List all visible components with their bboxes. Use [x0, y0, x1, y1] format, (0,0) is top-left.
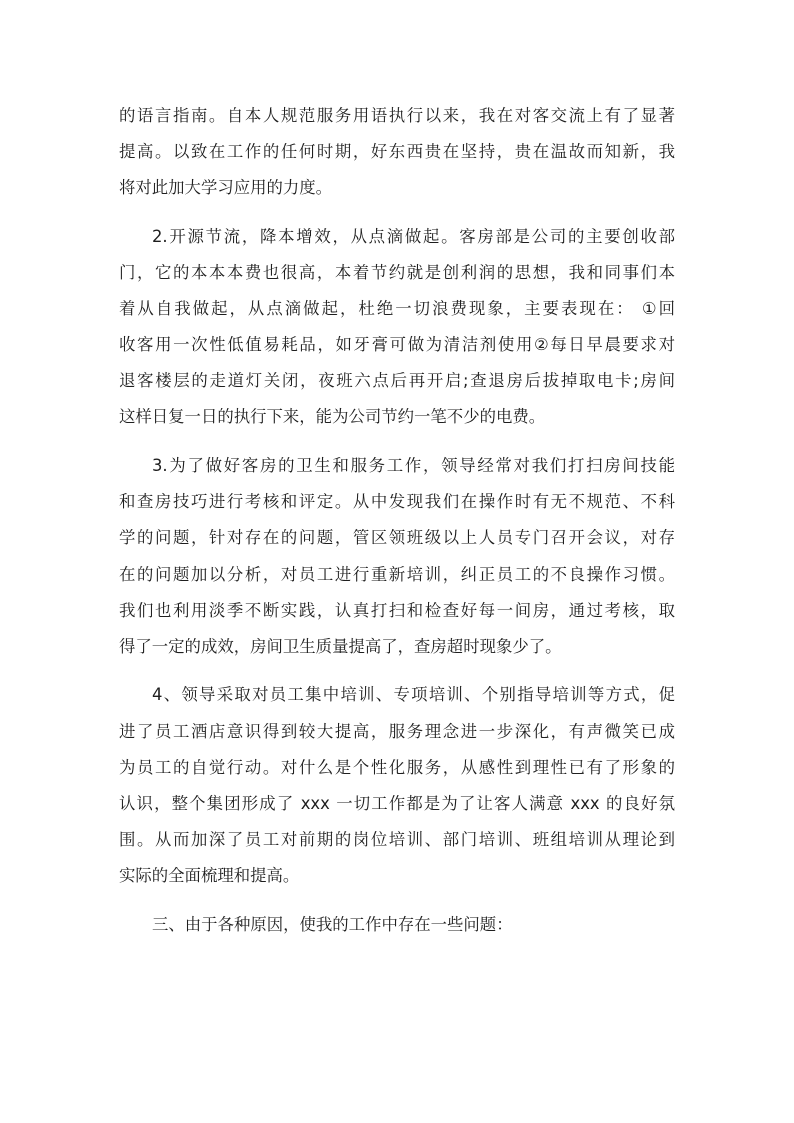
text-line: 三、由于各种原因，使我的工作中存在一些问题： [152, 914, 513, 934]
text-line: 为员工的自觉行动。对什么是个性化服务，从感性到理性已有了形象的 [119, 757, 675, 777]
paragraph-p0 [119, 98, 675, 206]
document-body [119, 98, 675, 943]
paragraph-spacer [119, 206, 675, 219]
paragraph-spacer [119, 665, 675, 678]
text-line: 在的问题加以分析，对员工进行重新培训，纠正员工的不良操作习惯。 [119, 564, 675, 584]
paragraph-p2 [119, 448, 675, 665]
text-line: 2.开源节流，降本增效，从点滴做起。客房部是公司的主要创收部 [152, 226, 675, 246]
text-line: 退客楼层的走道灯关闭，夜班六点后再开启;查退房后拔掉取电卡;房间 [119, 371, 675, 391]
text-line: 这样日复一日的执行下来，能为公司节约一笔不少的电费。 [119, 407, 546, 427]
paragraph-p3 [119, 677, 675, 894]
text-line: 提高。以致在工作的任何时期，好东西贵在坚持，贵在温故而知新，我 [119, 142, 675, 162]
text-line: 得了一定的成效，房间卫生质量提高了，查房超时现象少了。 [119, 636, 562, 656]
paragraph-p1 [119, 219, 675, 436]
text-line: 我们也利用淡季不断实践，认真打扫和检查好每一间房，通过考核，取 [119, 600, 675, 620]
text-line: 收客用一次性低值易耗品，如牙膏可做为清洁剂使用②每日早晨要求对 [119, 335, 675, 355]
text-line: 4、领导采取对员工集中培训、专项培训、个别指导培训等方式，促 [152, 685, 675, 705]
text-line: 的语言指南。自本人规范服务用语执行以来，我在对客交流上有了显著 [119, 106, 675, 125]
text-line: 学的问题，针对存在的问题，管区领班级以上人员专门召开会议，对存 [119, 528, 675, 548]
text-line: 进了员工酒店意识得到较大提高，服务理念进一步深化，有声微笑已成 [119, 721, 675, 741]
text-line: 和查房技巧进行考核和评定。从中发现我们在操作时有无不规范、不科 [119, 492, 675, 512]
text-line: 将对此加大学习应用的力度。 [119, 178, 333, 198]
paragraph-spacer [119, 894, 675, 907]
paragraph-spacer [119, 436, 675, 449]
paragraph-p4 [119, 907, 675, 943]
text-line: 着从自我做起，从点滴做起，杜绝一切浪费现象，主要表现在： ①回 [119, 299, 675, 319]
text-line: 3.为了做好客房的卫生和服务工作，领导经常对我们打扫房间技能 [152, 456, 675, 476]
text-line: 认识，整个集团形成了 xxx 一切工作都是为了让客人满意 xxx 的良好氛 [119, 793, 675, 813]
text-line: 实际的全面梳理和提高。 [119, 865, 300, 885]
text-line: 门，它的本本本费也很高，本着节约就是创利润的思想，我和同事们本 [119, 263, 675, 283]
text-line: 围。从而加深了员工对前期的岗位培训、部门培训、班组培训从理论到 [119, 829, 675, 849]
